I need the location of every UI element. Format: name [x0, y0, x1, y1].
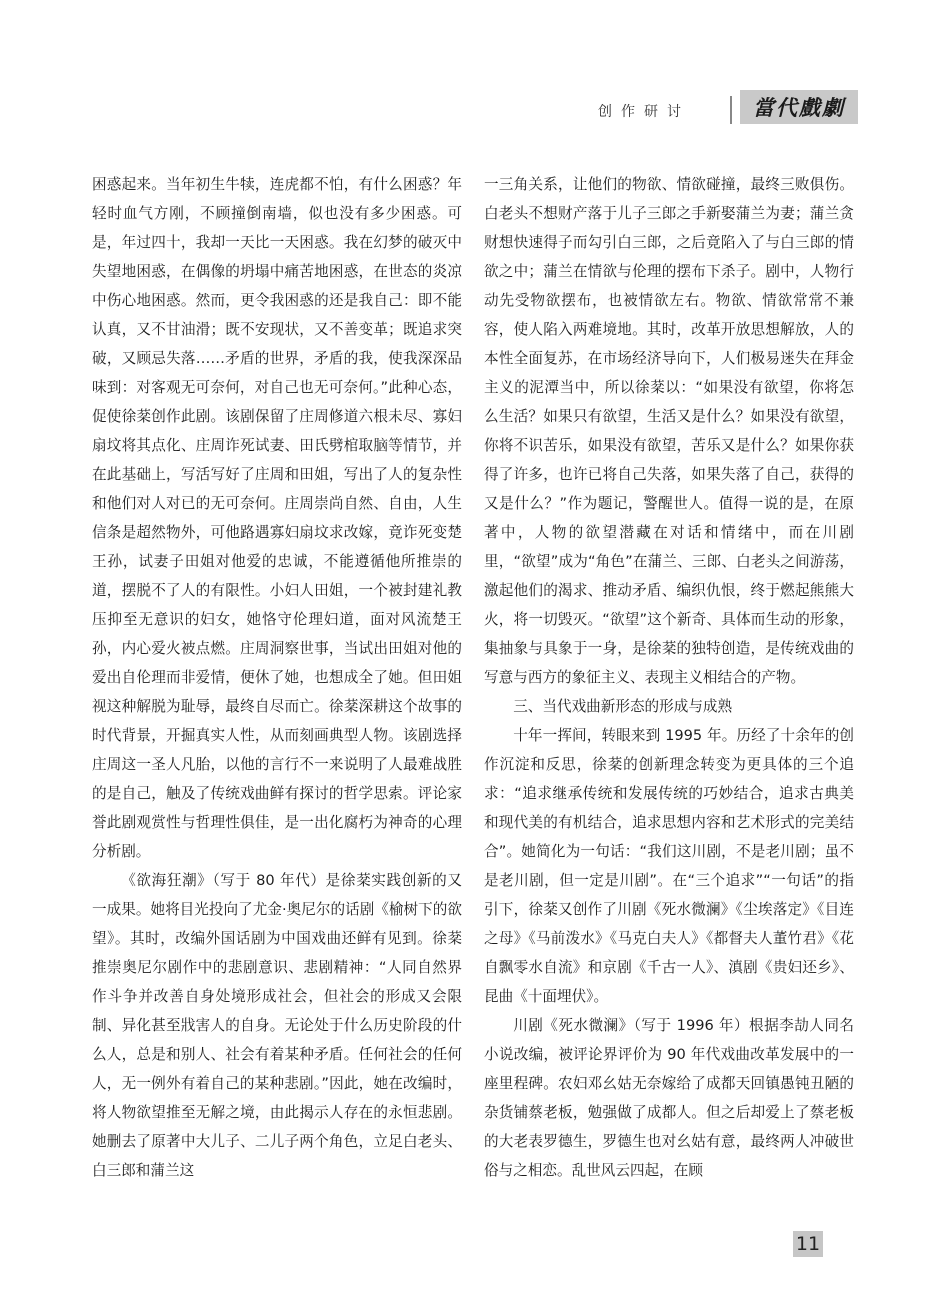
right-paragraph-1: 一三角关系，让他们的物欲、情欲碰撞，最终三败俱伤。白老头不想财产落于儿子三郎之手新娶蒲兰为妻；蒲兰贪财想快速得子而勾引白三郎，之后竟陷入了与白三郎的情欲之中；蒲兰在情欲与伦理的摆布下杀子。剧中，人物行动先受物欲摆布，也被情欲左右。物欲、情欲常常不兼容，使人陷入两难境地。其时，改革开放思想解放，人的本性全面复苏，在市场经济导向下，人们极易迷失在拜金主义的泥潭当中，所以徐棻以：“如果没有欲望，你将怎么生活？如果只有欲望，生活又是什么？如果没有欲望，你将不识苦乐，如果没有欲望，苦乐又是什么？如果你获得了许多，也许已将自己失落，如果失落了自己，获得的又是什么？”作为题记，警醒世人。值得一说的是，在原著中，人物的欲望潜藏在对话和情绪中，而在川剧里，“欲望”成为“角色”在蒲兰、三郎、白老头之间游荡，激起他们的渴求、推动矛盾、编织仇恨，终于燃起熊熊大火，将一切毁灭。“欲望”这个新奇、具体而生动的形象，集抽象与具象于一身，是徐棻的独特创造，是传统戏曲的写意与西方的象征主义、表现主义相结合的产物。 — [484, 176, 854, 686]
right-paragraph-3: 川剧《死水微澜》（写于 1996 年）根据李劼人同名小说改编，被评论界评价为 90 年代戏曲改革发展中的一座里程碑。农妇邓幺姑无奈嫁给了成都天回镇愚钝丑陋的杂货铺蔡老板，勉强做了成都人。但之后却爱上了蔡老板的大老表罗德生，罗德生也对幺姑有意，最终两人冲破世俗与之相恋。乱世风云四起，在顾 — [484, 1017, 854, 1179]
right-column — [484, 170, 854, 1185]
left-paragraph-2: 《欲海狂潮》（写于 80 年代）是徐棻实践创新的又一成果。她将目光投向了尤金·奥尼尔的话剧《榆树下的欲望》。其时，改编外国话剧为中国戏曲还鲜有见到。徐棻推崇奥尼尔剧作中的悲剧意识、悲剧精神：“人同自然界作斗争并改善自身处境形成社会，但社会的形成又会限制、异化甚至戕害人的自身。无论处于什么历史阶段的什么人，总是和别人、社会有着某种矛盾。任何社会的任何人，无一例外有着自己的某种悲剧。”因此，她在改编时，将人物欲望推至无解之境，由此揭示人存在的永恒悲剧。她删去了原著中大儿子、二儿子两个角色，立足白老头、白三郎和蒲兰这 — [92, 872, 462, 1179]
magazine-logo-text: 當代戲劇 — [753, 95, 845, 120]
left-column — [92, 170, 462, 1185]
right-paragraph-2: 十年一挥间，转眼来到 1995 年。历经了十余年的创作沉淀和反思，徐棻的创新理念转变为更具体的三个追求：“追求继承传统和发展传统的巧妙结合，追求古典美和现代美的有机结合，追求思想内容和艺术形式的完美结合”。她简化为一句话：“我们这川剧，不是老川剧；虽不是老川剧，但一定是川剧”。在“三个追求”“一句话”的指引下，徐棻又创作了川剧《死水微澜》《尘埃落定》《目连之母》《马前泼水》《马克白夫人》《都督夫人董竹君》《花自飘零水自流》和京剧《千古一人》、滇剧《贵妇还乡》、昆曲《十面埋伏》。 — [484, 727, 854, 1005]
page-number: 11 — [793, 1231, 823, 1257]
header-divider — [730, 96, 732, 124]
left-paragraph-1: 困惑起来。当年初生牛犊，连虎都不怕，有什么困惑？年轻时血气方刚，不顾撞倒南墙，似也没有多少困惑。可是，年过四十，我却一天比一天困惑。我在幻梦的破灭中失望地困惑，在偶像的坍塌中痛苦地困惑，在世态的炎凉中伤心地困惑。然而，更令我困惑的还是我自己：即不能认真，又不甘油滑；既不安现状，又不善变革；既追求突破，又顾忌失落……矛盾的世界，矛盾的我，使我深深品味到：对客观无可奈何，对自己也无可奈何。”此种心态，促使徐棻创作此剧。该剧保留了庄周修道六根未尽、寡妇扇坟将其点化、庄周诈死试妻、田氏劈棺取脑等情节，并在此基础上，写活写好了庄周和田姐，写出了人的复杂性和他们对人对已的无可奈何。庄周崇尚自然、自由，人生信条是超然物外，可他路遇寡妇扇坟求改嫁，竟诈死变楚王孙，试妻子田姐对他爱的忠诚，不能遵循他所推崇的道，摆脱不了人的有限性。小妇人田姐，一个被封建礼教压抑至无意识的妇女，她恪守伦理妇道，面对风流楚王孙，内心爱火被点燃。庄周洞察世事，当试出田姐对他的爱出自伦理而非爱情，便休了她，也想成全了她。但田姐视这种解脱为耻辱，最终自尽而亡。徐棻深耕这个故事的时代背景，开掘真实人性，从而刻画典型人物。该剧选择庄周这一圣人凡胎，以他的言行不一来说明了人最难战胜的是自己，触及了传统戏曲鲜有探讨的哲学思索。评论家誉此剧观赏性与哲理性俱佳，是一出化腐朽为神奇的心理分析剧。 — [92, 176, 462, 860]
magazine-logo — [740, 90, 858, 124]
section-label: 创作研讨 — [598, 104, 690, 120]
section-heading: 三、当代戏曲新形态的形成与成熟 — [513, 698, 733, 715]
